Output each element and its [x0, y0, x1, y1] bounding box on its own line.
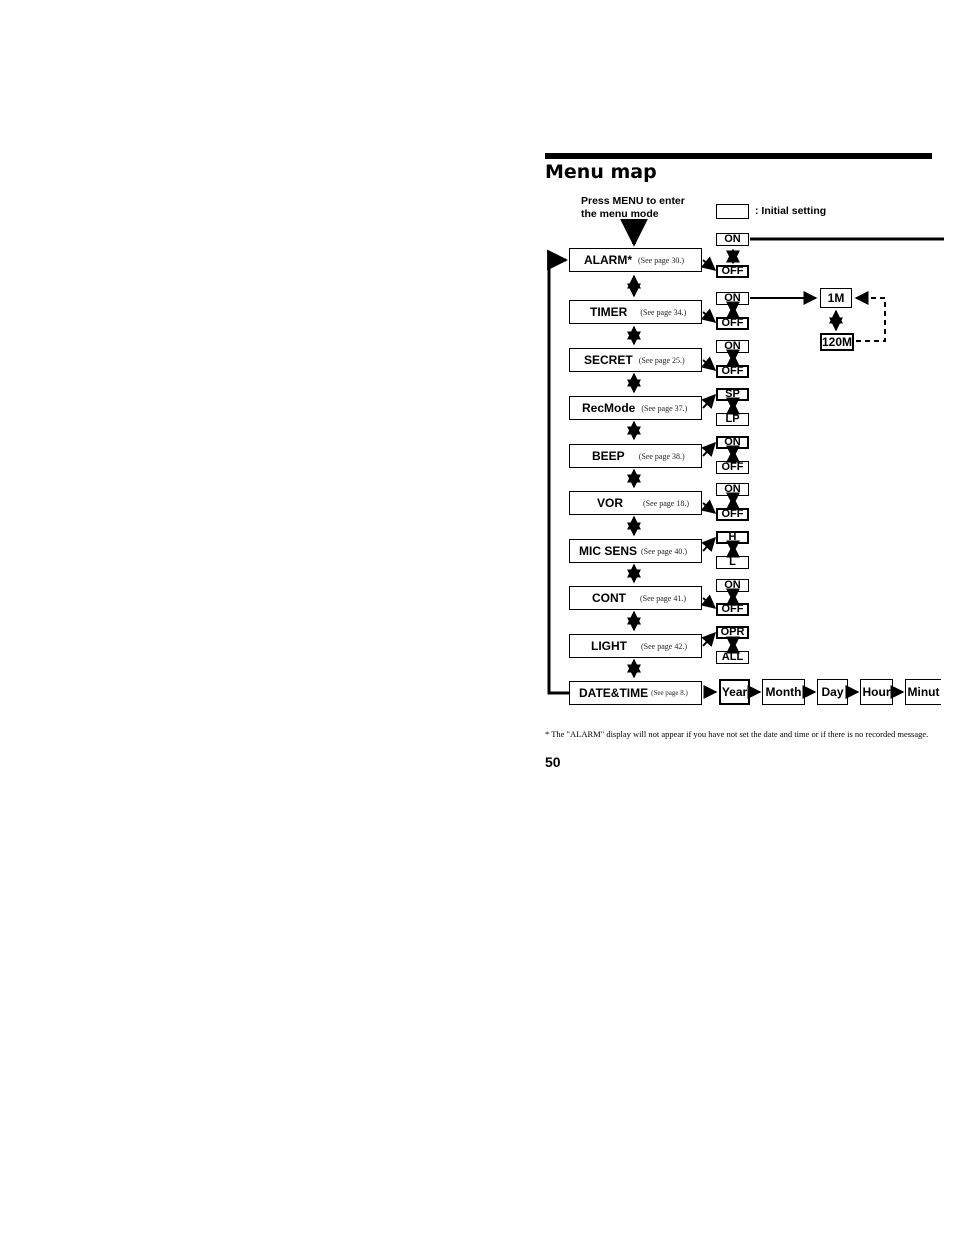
timer-range-dashed-loop	[856, 298, 885, 341]
light-option-opr: OPR	[716, 626, 749, 639]
menu-item-label: MIC SENS	[579, 544, 638, 558]
light-option-all: ALL	[716, 651, 749, 664]
menu-item-vor	[569, 491, 702, 515]
page-reference: (See page 37.)	[641, 403, 688, 413]
cont-option-off: OFF	[716, 603, 749, 616]
date-field-year: Year	[719, 679, 750, 705]
page-reference: (See page 25.)	[638, 355, 685, 365]
menu-item-label: BEEP	[592, 449, 625, 463]
alarm-option-off: OFF	[716, 265, 749, 278]
alarm-option-on: ON	[716, 233, 749, 246]
beep-option-off: OFF	[716, 461, 749, 474]
recmode-option-lp: LP	[716, 413, 749, 426]
recmode-option-sp: SP	[716, 388, 749, 401]
secret-option-on: ON	[716, 340, 749, 353]
menu-item-label: CONT	[592, 591, 626, 605]
option-link-arrows	[703, 260, 715, 646]
timer-option-off: OFF	[716, 317, 749, 330]
menu-item-label: VOR	[597, 496, 624, 510]
beep-option-on: ON	[716, 436, 749, 449]
page-reference: (See page 18.)	[643, 498, 689, 508]
page-reference: (See page 38.)	[638, 451, 685, 461]
menu-item-mic-sens	[569, 539, 702, 563]
date-field-month: Month	[762, 679, 805, 705]
menu-item-alarm	[569, 248, 702, 272]
menu-item-recmode	[569, 396, 702, 420]
menu-item-date-time	[569, 681, 702, 705]
intro-text: Press MENU to enter the menu mode	[581, 195, 685, 220]
timer-range-min: 1M	[820, 288, 852, 308]
initial-setting-legend-label: : Initial setting	[755, 205, 827, 217]
date-field-minute: Minut	[905, 679, 941, 705]
page-reference: (See page 40.)	[641, 546, 687, 556]
page-reference: (See page 30.)	[638, 255, 684, 265]
vor-option-off: OFF	[716, 508, 749, 521]
menu-item-cont	[569, 586, 702, 610]
page-number: 50	[545, 754, 561, 770]
menu-loop-arrow	[549, 260, 569, 693]
page-reference: (See page 41.)	[640, 593, 686, 603]
menu-item-label: LIGHT	[591, 639, 627, 653]
menu-item-timer	[569, 300, 702, 324]
mic-sens-option-l: L	[716, 556, 749, 569]
date-field-day: Day	[817, 679, 848, 705]
date-field-hour: Hour	[860, 679, 893, 705]
mic-sens-option-h: H	[716, 531, 749, 544]
timer-option-on: ON	[716, 292, 749, 305]
menu-item-light	[569, 634, 702, 658]
vor-option-on: ON	[716, 483, 749, 496]
menu-item-label: RecMode	[582, 401, 636, 415]
page-reference: (See page 42.)	[641, 641, 687, 651]
menu-item-beep	[569, 444, 702, 468]
menu-item-label: ALARM*	[584, 253, 632, 267]
menu-item-secret	[569, 348, 702, 372]
timer-range-max: 120M	[821, 335, 853, 349]
secret-option-off: OFF	[716, 365, 749, 378]
menu-item-label: TIMER	[590, 305, 628, 319]
menu-item-label: SECRET	[584, 353, 633, 367]
page-title: Menu map	[545, 161, 657, 183]
cont-option-on: ON	[716, 579, 749, 592]
footnote: * The "ALARM" display will not appear if you have not set the date and time or if there is no recorded message.	[545, 729, 929, 739]
menu-item-label: DATE&TIME	[579, 686, 649, 700]
page-reference: (See page 34.)	[640, 307, 687, 317]
page-reference: (See page 8.)	[651, 689, 688, 697]
